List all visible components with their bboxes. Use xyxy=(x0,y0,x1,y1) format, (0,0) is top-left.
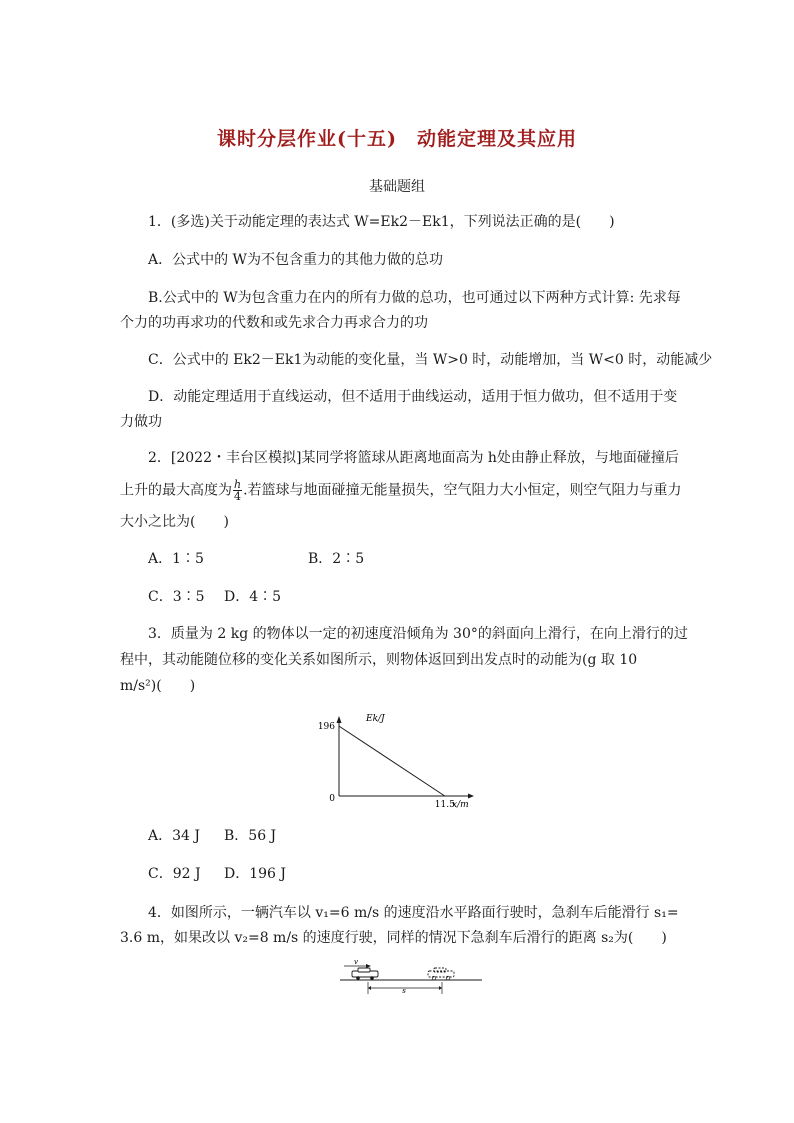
q2-stem-line2 xyxy=(120,479,680,502)
y-tick-label: 196 xyxy=(318,722,335,733)
q1-option-b-line2: 个力的功再求功的代数和或先求合力再求合力的功 xyxy=(120,315,428,331)
x-axis-arrow xyxy=(468,794,474,799)
velocity-label: v xyxy=(354,958,358,966)
q1-option-a: A．公式中的 W为不包含重力的其他力做的总功 xyxy=(148,252,443,268)
q3-option-d: D．196 J xyxy=(224,866,287,882)
car-end-dashed-icon xyxy=(428,968,454,980)
velocity-arrowhead xyxy=(366,964,371,968)
page-title: 课时分层作业(十五) 动能定理及其应用 xyxy=(217,128,577,150)
q4-stem-line2: 3.6 m，如果改以 v₂=8 m/s 的速度行驶，同样的情况下急刹车后滑行的距离 s₂为( ) xyxy=(120,930,667,946)
q1-option-d-line1: D．动能定理适用于直线运动，但不适用于曲线运动，适用于恒力做功，但不适用于变 xyxy=(148,389,678,405)
q2-stem-line3: 大小之比为( ) xyxy=(120,514,229,530)
q2-option-b: B．2∶5 xyxy=(308,551,365,567)
q2-stem-line2-b: .若篮球与地面碰撞无能量损失，空气阻力大小恒定，则空气阻力与重力 xyxy=(243,482,682,499)
q2-stem-line1: 2．[2022・丰台区模拟]某同学将篮球从距离地面高为 h处由静止释放，与地面碰撞后 xyxy=(148,450,679,466)
origin-label: 0 xyxy=(329,794,335,804)
distance-arrow-left xyxy=(368,986,371,990)
q4-stem-line1: 4．如图所示，一辆汽车以 v₁=6 m/s 的速度沿水平路面行驶时，急刹车后能滑行 s₁= xyxy=(148,905,679,921)
braking-car-figure xyxy=(336,958,486,996)
fraction-numerator: h xyxy=(234,478,242,491)
energy-displacement-chart xyxy=(318,712,478,808)
q2-option-c: C．3∶5 xyxy=(148,589,205,605)
q3-option-c: C．92 J xyxy=(148,866,201,882)
q1-stem: 1．(多选)关于动能定理的表达式 W=Ek2－Ek1，下列说法正确的是( ) xyxy=(148,214,615,230)
q2-option-a: A．1∶5 xyxy=(148,551,204,567)
distance-label: s xyxy=(402,987,406,995)
q1-option-b-line1: B.公式中的 W为包含重力在内的所有力做的总功，也可通过以下两种方式计算: 先求每 xyxy=(148,290,681,306)
q3-option-b: B．56 J xyxy=(224,828,277,844)
q3-stem-line3: m/s²)( ) xyxy=(120,678,196,694)
fraction-h-over-4 xyxy=(233,479,242,502)
q1-option-c: C．公式中的 Ek2－Ek1为动能的变化量，当 W>0 时，动能增加，当 W<0 时，动能减少 xyxy=(148,352,713,368)
q3-option-a: A．34 J xyxy=(148,828,200,844)
q2-stem-line2-a: 上升的最大高度为 xyxy=(120,482,232,499)
y-axis-arrow xyxy=(337,716,342,723)
car-start-icon xyxy=(352,968,378,980)
q3-stem-line1: 3．质量为 2 kg 的物体以一定的初速度沿倾角为 30°的斜面向上滑行，在向上滑行的过 xyxy=(148,626,688,642)
fraction-denominator: 4 xyxy=(234,490,242,503)
x-tick-label: 11.5 xyxy=(434,800,455,808)
ek-series-line xyxy=(339,726,445,796)
q2-option-d: D．4∶5 xyxy=(224,589,282,605)
x-axis-label: x/m xyxy=(452,800,469,808)
q1-option-d-line2: 力做功 xyxy=(120,414,162,430)
section-heading: 基础题组 xyxy=(369,179,425,195)
q3-stem-line2: 程中，其动能随位移的变化关系如图所示，则物体返回到出发点时的动能为(g 取 10 xyxy=(120,652,638,668)
y-axis-label: Ek/J xyxy=(366,714,385,724)
distance-arrow-right xyxy=(439,986,442,990)
